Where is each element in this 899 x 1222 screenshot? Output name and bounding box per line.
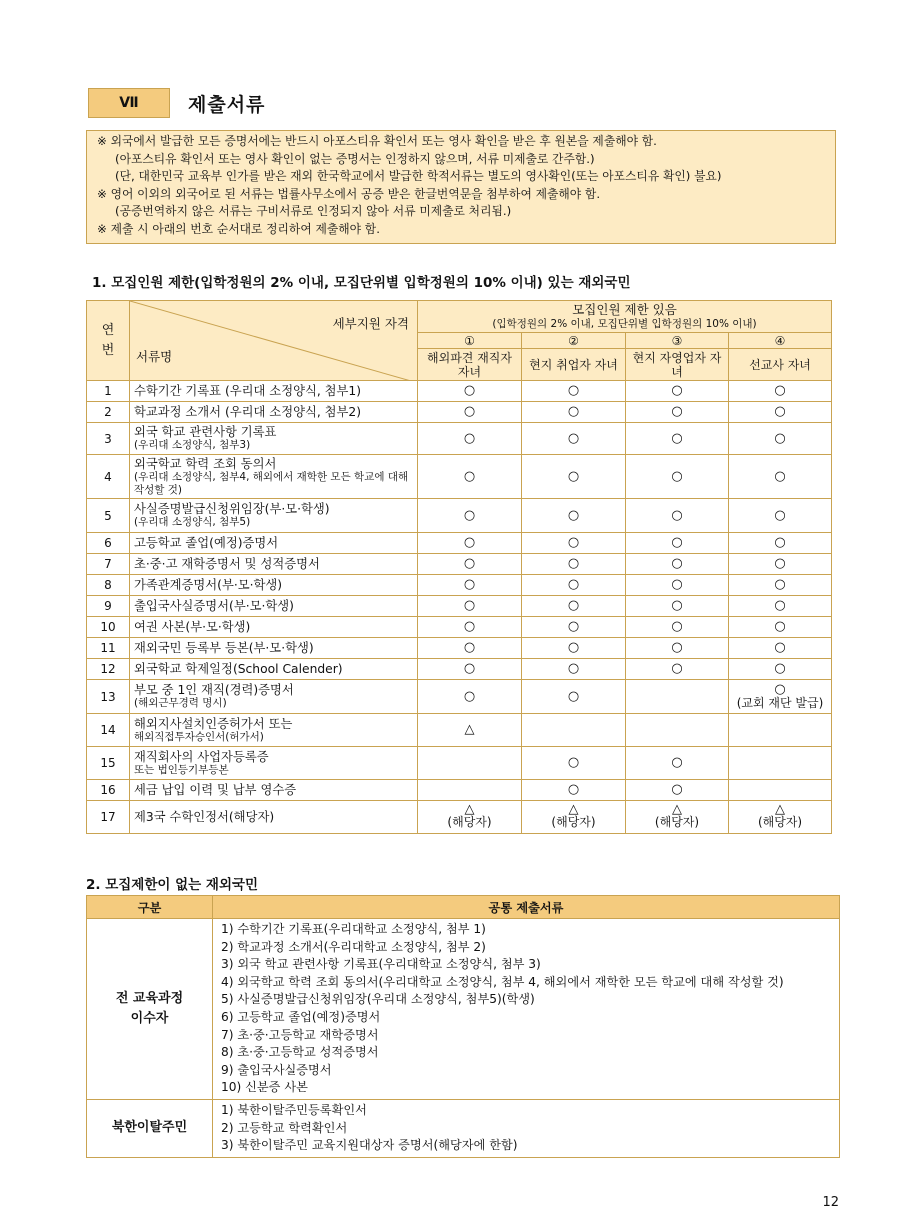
document-name-main: 외국 학교 관련사항 기록표 xyxy=(134,425,277,439)
requirement-mark: △ xyxy=(464,722,475,737)
requirement-mark: △ xyxy=(568,802,579,817)
row-number: 11 xyxy=(87,638,130,659)
table-row xyxy=(87,402,832,423)
section-title: 제출서류 xyxy=(188,93,266,116)
document-name xyxy=(130,402,418,423)
requirement-mark: ○ xyxy=(567,640,580,655)
category-label: 북한이탈주민 xyxy=(111,1120,188,1136)
document-name-sub: (해외근무경력 명시) xyxy=(134,697,227,709)
requirement-mark: ○ xyxy=(567,577,580,592)
table-row xyxy=(87,919,840,1100)
document-name-main: 사실증명발급신청위임장(부·모·학생) xyxy=(134,502,330,516)
section-header xyxy=(88,88,265,118)
requirement-cell xyxy=(729,638,832,659)
row-number: 4 xyxy=(87,455,130,499)
col-header-num-4: ④ xyxy=(729,333,832,349)
header-document-name: 서류명 xyxy=(136,349,173,364)
requirement-cell xyxy=(418,617,522,638)
requirement-cell xyxy=(418,801,522,834)
section-number-badge: Ⅶ xyxy=(88,88,170,118)
requirement-cell xyxy=(522,402,626,423)
row-number: 6 xyxy=(87,533,130,554)
document-name-main: 고등학교 졸업(예정)증명서 xyxy=(134,536,279,550)
table-row xyxy=(87,659,832,680)
document-name-main: 수학기간 기록표 (우리대 소정양식, 첨부1) xyxy=(134,384,362,398)
requirement-mark: ○ xyxy=(671,640,683,655)
requirement-cell xyxy=(729,747,832,780)
requirement-cell xyxy=(626,801,729,834)
requirement-cell xyxy=(418,554,522,575)
table-row xyxy=(87,1099,840,1157)
row-number: 7 xyxy=(87,554,130,575)
requirement-mark: ○ xyxy=(774,661,786,676)
requirement-mark: ○ xyxy=(774,577,786,592)
requirement-note: (해당자) xyxy=(447,815,492,829)
row-number: 17 xyxy=(87,801,130,834)
document-name-sub: (우리대 소정양식, 첨부5) xyxy=(134,516,251,528)
requirement-cell xyxy=(522,680,626,714)
requirement-mark: ○ xyxy=(567,782,580,797)
col-header-group: 모집인원 제한 있음 (입학정원의 2% 이내, 모집단위별 입학정원의 10% 이내) xyxy=(418,301,832,333)
col-header-name-3: 현지 자영업자 자녀 xyxy=(626,349,729,381)
requirement-cell xyxy=(729,714,832,747)
requirement-mark: ○ xyxy=(567,507,580,523)
requirement-cell xyxy=(626,659,729,680)
document-name xyxy=(130,554,418,575)
table-row xyxy=(87,747,832,780)
diagonal-line xyxy=(130,301,418,381)
docs-cell xyxy=(213,1099,840,1157)
doc-item: 3) 북한이탈주민 교육지원대상자 증명서(해당자에 한함) xyxy=(221,1138,518,1153)
document-name-main: 제3국 수학인정서(해당자) xyxy=(134,810,275,824)
category-label-sub: 이수자 xyxy=(130,1010,169,1026)
requirement-mark: ○ xyxy=(671,430,683,446)
document-name xyxy=(130,680,418,714)
document-name-sub: 또는 법인등기부등본 xyxy=(134,763,229,776)
table-row xyxy=(87,596,832,617)
document-name-main: 해외지사설치인증허가서 또는 xyxy=(134,716,293,731)
col-header-common-docs: 공통 제출서류 xyxy=(213,896,840,919)
row-number: 12 xyxy=(87,659,130,680)
notice-line: (아포스티유 확인서 또는 영사 확인이 없는 증명서는 인정하지 않으며, 서류 미제출로 간주함.) xyxy=(115,151,595,166)
requirement-cell xyxy=(729,617,832,638)
requirement-cell xyxy=(522,554,626,575)
requirement-mark: ○ xyxy=(774,598,786,613)
document-name-main: 가족관계증명서(부·모·학생) xyxy=(134,578,283,592)
row-number: 9 xyxy=(87,596,130,617)
docs-cell xyxy=(213,919,840,1100)
table-row xyxy=(87,455,832,499)
requirement-cell xyxy=(729,455,832,499)
requirement-cell xyxy=(418,780,522,801)
requirement-cell xyxy=(626,575,729,596)
requirement-cell xyxy=(626,499,729,533)
row-number: 2 xyxy=(87,402,130,423)
requirement-mark: ○ xyxy=(774,507,786,523)
requirement-cell xyxy=(418,499,522,533)
requirement-mark: ○ xyxy=(567,535,580,550)
requirement-mark: ○ xyxy=(463,577,476,592)
requirement-mark: ○ xyxy=(463,640,476,655)
requirement-cell xyxy=(729,659,832,680)
requirement-cell xyxy=(522,638,626,659)
requirement-mark: ○ xyxy=(463,556,476,571)
requirement-cell xyxy=(418,596,522,617)
col-header-category: 구분 xyxy=(87,896,213,919)
requirement-mark: ○ xyxy=(774,430,786,446)
requirement-cell xyxy=(729,499,832,533)
header-detail-qualification: 세부지원 자격 xyxy=(332,316,409,331)
doc-item: 10) 신분증 사본 xyxy=(221,1080,308,1095)
table-row xyxy=(87,780,832,801)
requirement-cell xyxy=(522,381,626,402)
document-name-main: 외국학교 학제일정(School Calender) xyxy=(134,662,343,676)
document-name xyxy=(130,659,418,680)
requirement-cell xyxy=(626,533,729,554)
requirement-mark: ○ xyxy=(567,755,580,770)
requirement-mark: ○ xyxy=(774,619,786,634)
requirement-mark: ○ xyxy=(567,468,580,484)
requirement-cell xyxy=(418,575,522,596)
requirement-cell xyxy=(626,554,729,575)
requirement-mark: ○ xyxy=(774,383,786,398)
doc-item: 8) 초·중·고등학교 성적증명서 xyxy=(221,1045,379,1060)
requirement-cell xyxy=(729,533,832,554)
requirement-cell xyxy=(522,801,626,834)
requirement-mark: △ xyxy=(464,802,475,817)
col-header-diagonal xyxy=(130,301,418,381)
document-name xyxy=(130,423,418,455)
notice-line: (단, 대한민국 교육부 인가를 받은 재외 한국학교에서 발급한 학적서류는 별도의 영사확인(또는 아포스티유 확인) 불요) xyxy=(115,169,722,184)
category-cell xyxy=(87,1099,213,1157)
requirement-cell xyxy=(729,423,832,455)
document-name xyxy=(130,455,418,499)
requirement-cell xyxy=(729,554,832,575)
requirement-cell xyxy=(418,659,522,680)
doc-item: 1) 수학기간 기록표(우리대학교 소정양식, 첨부 1) xyxy=(221,922,486,936)
requirement-cell xyxy=(626,617,729,638)
requirement-mark: ○ xyxy=(463,430,476,446)
requirement-cell xyxy=(729,780,832,801)
document-name-main: 외국학교 학력 조회 동의서 xyxy=(134,456,277,471)
document-name-main: 여권 사본(부·모·학생) xyxy=(134,620,251,634)
row-number: 3 xyxy=(87,423,130,455)
document-name xyxy=(130,801,418,834)
requirement-mark: ○ xyxy=(671,404,683,419)
requirement-cell xyxy=(522,423,626,455)
requirement-cell xyxy=(418,638,522,659)
table-row xyxy=(87,617,832,638)
doc-item: 4) 외국학교 학력 조회 동의서(우리대학교 소정양식, 첨부 4, 해외에서 재학한 모든 학교에 대해 작성할 것) xyxy=(221,974,784,989)
requirement-cell xyxy=(729,680,832,714)
notice-line: ※ 영어 이외의 외국어로 된 서류는 법률사무소에서 공증 받은 한글번역문을 첨부하여 제출해야 함. xyxy=(97,186,601,201)
table-row xyxy=(87,554,832,575)
table-row xyxy=(87,533,832,554)
table-row xyxy=(87,575,832,596)
document-name-main: 출입국사실증명서(부·모·학생) xyxy=(134,599,294,613)
requirement-mark: ○ xyxy=(463,598,476,613)
requirement-cell xyxy=(522,499,626,533)
doc-item: 3) 외국 학교 관련사항 기록표(우리대학교 소정양식, 첨부 3) xyxy=(221,957,541,972)
document-name-main: 세금 납입 이력 및 납부 영수증 xyxy=(134,783,297,797)
requirement-mark: ○ xyxy=(567,404,580,419)
requirement-cell xyxy=(729,596,832,617)
requirement-mark: ○ xyxy=(671,782,683,797)
document-name xyxy=(130,780,418,801)
requirement-mark: ○ xyxy=(774,535,786,550)
section1-title: 1. 모집인원 제한(입학정원의 2% 이내, 모집단위별 입학정원의 10% 이내) 있는 재외국민 xyxy=(92,275,631,291)
col-header-num-1: ① xyxy=(418,333,522,349)
doc-item: 6) 고등학교 졸업(예정)증명서 xyxy=(221,1009,381,1024)
notice-line: ※ 외국에서 발급한 모든 증명서에는 반드시 아포스티유 확인서 또는 영사 확인을 받은 후 원본을 제출해야 함. xyxy=(97,134,657,148)
requirement-cell xyxy=(729,381,832,402)
col-header-name-4: 선교사 자녀 xyxy=(729,349,832,381)
document-name-main: 재외국민 등록부 등본(부·모·학생) xyxy=(134,641,314,655)
table-row xyxy=(87,638,832,659)
requirement-mark: ○ xyxy=(567,383,580,398)
notice-box xyxy=(86,130,836,244)
document-name-main: 부모 중 1인 재직(경력)증명서 xyxy=(134,683,294,697)
requirement-mark: ○ xyxy=(567,619,580,634)
requirement-cell xyxy=(418,423,522,455)
requirement-mark: ○ xyxy=(671,598,683,613)
col-header-name-2: 현지 취업자 자녀 xyxy=(522,349,626,381)
col-header-num-3: ③ xyxy=(626,333,729,349)
document-name xyxy=(130,617,418,638)
doc-item: 9) 출입국사실증명서 xyxy=(221,1062,332,1077)
requirement-note: (해당자) xyxy=(654,815,700,829)
requirement-cell xyxy=(418,747,522,780)
table-row xyxy=(87,714,832,747)
section2-title: 2. 모집제한이 없는 재외국민 xyxy=(86,877,259,893)
restricted-docs-table xyxy=(86,300,832,834)
requirement-mark: ○ xyxy=(671,507,683,523)
category-cell xyxy=(87,919,213,1100)
requirement-mark: ○ xyxy=(463,468,476,484)
requirement-cell xyxy=(626,747,729,780)
doc-item: 5) 사실증명발급신청위임장(우리대 소정양식, 첨부5)(학생) xyxy=(221,992,535,1007)
requirement-cell xyxy=(729,575,832,596)
requirement-mark: ○ xyxy=(774,404,786,419)
row-number: 13 xyxy=(87,680,130,714)
requirement-mark: △ xyxy=(672,802,682,817)
requirement-cell xyxy=(418,714,522,747)
table-row xyxy=(87,381,832,402)
document-name-sub: (우리대 소정양식, 첨부3) xyxy=(134,439,251,451)
notice-line: ※ 제출 시 아래의 번호 순서대로 정리하여 제출해야 함. xyxy=(97,221,380,236)
doc-item: 1) 북한이탈주민등록확인서 xyxy=(221,1102,367,1117)
doc-item: 2) 학교과정 소개서(우리대학교 소정양식, 첨부 2) xyxy=(221,939,486,954)
requirement-note: (교회 재단 발급) xyxy=(736,695,824,710)
requirement-mark: ○ xyxy=(774,681,786,697)
requirement-cell xyxy=(418,533,522,554)
document-name xyxy=(130,747,418,780)
requirement-cell xyxy=(626,455,729,499)
requirement-mark: ○ xyxy=(463,383,476,398)
requirement-cell xyxy=(522,780,626,801)
requirement-cell xyxy=(418,680,522,714)
requirement-mark: ○ xyxy=(671,619,683,634)
requirement-note: (해당자) xyxy=(551,815,596,829)
col-header-name-1: 해외파견 재직자 자녀 xyxy=(418,349,522,381)
requirement-cell xyxy=(522,617,626,638)
col-header-number: 연번 xyxy=(87,301,130,381)
requirement-mark: ○ xyxy=(463,688,476,704)
document-name xyxy=(130,381,418,402)
requirement-mark: ○ xyxy=(567,688,580,704)
requirement-mark: ○ xyxy=(567,598,580,613)
requirement-mark: ○ xyxy=(671,577,683,592)
row-number: 14 xyxy=(87,714,130,747)
unrestricted-docs-table xyxy=(86,895,840,1158)
document-name xyxy=(130,499,418,533)
row-number: 8 xyxy=(87,575,130,596)
document-name-main: 재직회사의 사업자등록증 xyxy=(134,749,269,764)
requirement-mark: ○ xyxy=(671,661,683,676)
category-label: 전 교육과정 xyxy=(115,990,184,1006)
requirement-note: (해당자) xyxy=(757,815,803,829)
table-row xyxy=(87,801,832,834)
requirement-cell xyxy=(522,659,626,680)
requirement-cell xyxy=(522,533,626,554)
requirement-cell xyxy=(522,747,626,780)
requirement-cell xyxy=(626,402,729,423)
requirement-mark: ○ xyxy=(774,556,786,571)
requirement-mark: ○ xyxy=(671,535,683,550)
document-name xyxy=(130,533,418,554)
document-name xyxy=(130,575,418,596)
requirement-cell xyxy=(626,423,729,455)
requirement-cell xyxy=(626,780,729,801)
table-row xyxy=(87,423,832,455)
document-name-main: 학교과정 소개서 (우리대 소정양식, 첨부2) xyxy=(134,405,362,419)
requirement-cell xyxy=(626,680,729,714)
requirement-cell xyxy=(418,402,522,423)
requirement-cell xyxy=(418,381,522,402)
requirement-cell xyxy=(522,714,626,747)
requirement-mark: ○ xyxy=(671,468,683,484)
document-name-sub: (우리대 소정양식, 첨부4, 해외에서 재학한 모든 학교에 대해 작성할 것) xyxy=(134,470,409,496)
requirement-cell xyxy=(626,596,729,617)
requirement-cell xyxy=(626,714,729,747)
notice-line: (공증번역하지 않은 서류는 구비서류로 인정되지 않아 서류 미제출로 처리됨.) xyxy=(115,204,512,219)
row-number: 16 xyxy=(87,780,130,801)
requirement-mark: △ xyxy=(775,802,786,817)
col-header-num-2: ② xyxy=(522,333,626,349)
document-name xyxy=(130,714,418,747)
table-row xyxy=(87,680,832,714)
document-name xyxy=(130,638,418,659)
requirement-mark: ○ xyxy=(567,556,580,571)
requirement-mark: ○ xyxy=(463,535,476,550)
doc-item: 7) 초·중·고등학교 재학증명서 xyxy=(221,1027,379,1042)
document-name-sub: 해외직접투자승인서(허가서) xyxy=(134,730,264,743)
requirement-mark: ○ xyxy=(463,619,476,634)
row-number: 1 xyxy=(87,381,130,402)
page-number: 12 xyxy=(822,1195,839,1210)
requirement-cell xyxy=(522,455,626,499)
requirement-mark: ○ xyxy=(567,661,580,676)
requirement-mark: ○ xyxy=(463,507,476,523)
requirement-cell xyxy=(522,575,626,596)
requirement-cell xyxy=(418,455,522,499)
document-name-main: 초·중·고 재학증명서 및 성적증명서 xyxy=(134,557,320,571)
doc-item: 2) 고등학교 학력확인서 xyxy=(221,1120,348,1135)
requirement-mark: ○ xyxy=(463,661,476,676)
row-number: 10 xyxy=(87,617,130,638)
row-number: 5 xyxy=(87,499,130,533)
requirement-mark: ○ xyxy=(671,755,683,770)
document-name xyxy=(130,596,418,617)
row-number: 15 xyxy=(87,747,130,780)
requirement-cell xyxy=(729,801,832,834)
requirement-cell xyxy=(626,638,729,659)
requirement-mark: ○ xyxy=(774,468,786,484)
requirement-mark: ○ xyxy=(774,640,786,655)
requirement-cell xyxy=(729,402,832,423)
requirement-mark: ○ xyxy=(567,430,580,446)
table-row xyxy=(87,499,832,533)
requirement-mark: ○ xyxy=(463,404,476,419)
requirement-mark: ○ xyxy=(671,383,683,398)
requirement-cell xyxy=(522,596,626,617)
requirement-cell xyxy=(626,381,729,402)
requirement-mark: ○ xyxy=(671,556,683,571)
